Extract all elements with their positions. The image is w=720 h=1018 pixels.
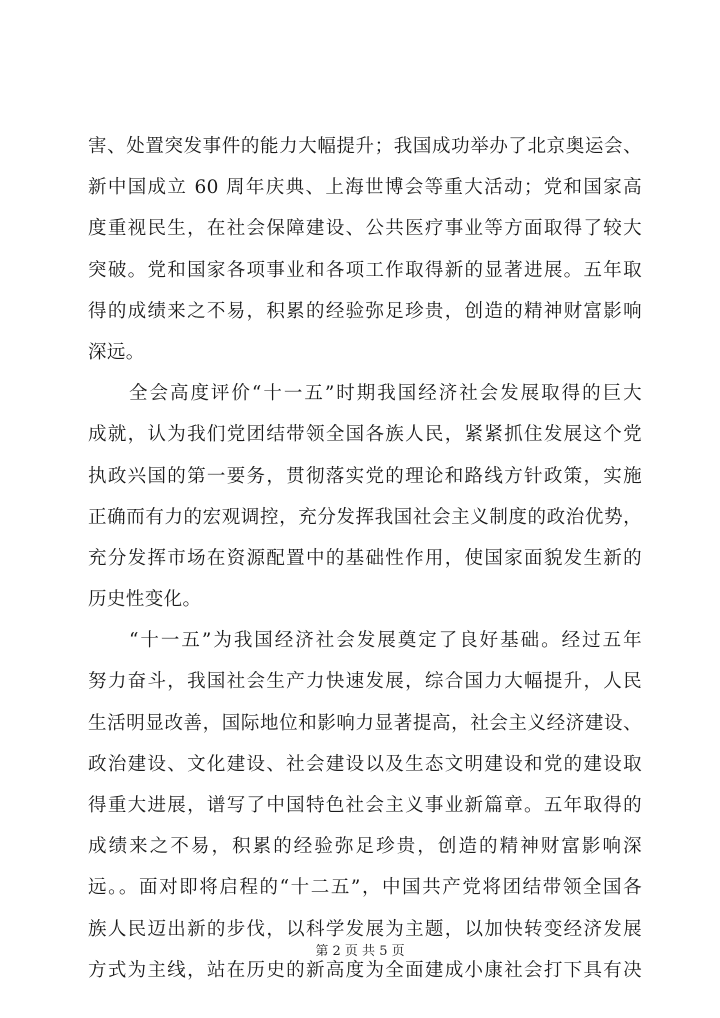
text-line: 政治建设、文化建设、社会建设以及生态文明建设和党的建设取 — [88, 753, 642, 775]
body-text — [88, 126, 642, 991]
text-line: 成绩来之不易，积累的经验弥足珍贵，创造的精神财富影响深 — [88, 836, 642, 858]
text-line: 方式为主线，站在历史的新高度为全面建成小康社会打下具有决 — [88, 959, 642, 981]
text-line: 努力奋斗，我国社会生产力快速发展，综合国力大幅提升，人民 — [88, 671, 642, 693]
text-line: 深远。 — [88, 341, 145, 363]
text-line: 得重大进展，谱写了中国特色社会主义事业新篇章。五年取得的 — [88, 795, 642, 816]
text-line: “十一五”为我国经济社会发展奠定了良好基础。经过五年 — [88, 630, 642, 652]
text-line: 生活明显改善，国际地位和影响力显著提高，社会主义经济建设、 — [88, 712, 642, 734]
text-line: 新中国成立 60 周年庆典、上海世博会等重大活动；党和国家高 — [88, 177, 642, 199]
text-line: 执政兴国的第一要务，贯彻落实党的理论和路线方针政策，实施 — [88, 465, 642, 487]
text-line: 历史性变化。 — [88, 589, 202, 611]
text-line: 害、处置突发事件的能力大幅提升；我国成功举办了北京奥运会、 — [88, 136, 642, 157]
text-line: 族人民迈出新的步伐，以科学发展为主题，以加快转变经济发展 — [88, 918, 642, 940]
text-line: 全会高度评价“十一五”时期我国经济社会发展取得的巨大 — [88, 383, 642, 405]
text-line: 度重视民生，在社会保障建设、公共医疗事业等方面取得了较大 — [88, 218, 642, 240]
text-line: 充分发挥市场在资源配置中的基础性作用，使国家面貌发生新的 — [88, 547, 642, 569]
text-line: 成就，认为我们党团结带领全国各族人民，紧紧抓住发展这个党 — [88, 424, 642, 446]
text-line: 远。。面对即将启程的“十二五”，中国共产党将团结带领全国各 — [88, 877, 642, 899]
text-line: 得的成绩来之不易，积累的经验弥足珍贵，创造的精神财富影响 — [88, 300, 642, 322]
page-footer: 第 2 页 共 5 页 — [315, 944, 405, 959]
text-line: 正确而有力的宏观调控，充分发挥我国社会主义制度的政治优势， — [88, 506, 642, 528]
text-line: 突破。党和国家各项事业和各项工作取得新的显著进展。五年取 — [88, 259, 642, 281]
